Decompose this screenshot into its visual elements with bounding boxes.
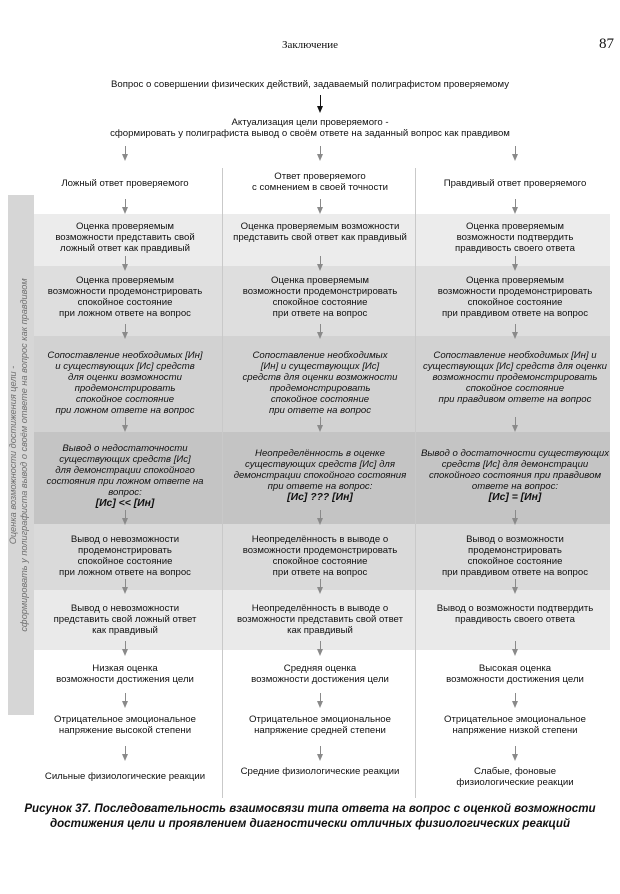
- arrow-col-3-10-stem: [515, 746, 516, 754]
- col-1-r4-line: Вывод о недостаточности: [62, 443, 188, 454]
- col-3-r7-box: [419, 663, 611, 685]
- col-2-r1-line: Оценка проверяемым возможности: [240, 221, 400, 232]
- col-3-r8-line: напряжение низкой степени: [452, 725, 578, 736]
- arrow-col-2-2-stem: [320, 199, 321, 207]
- page-number: 87: [599, 36, 614, 52]
- col-3-r9-line: Слабые, фоновые: [473, 766, 557, 777]
- col-3-r2-line: при правдивом ответе на вопрос: [441, 308, 589, 319]
- col-2-r5-box: [224, 534, 416, 578]
- col-1-r3-box: [29, 350, 221, 416]
- col-2-r3-line: Сопоставление необходимых: [252, 350, 388, 361]
- col-1-r4-line: для демонстрации спокойного: [55, 465, 195, 476]
- col-3-r8-line: Отрицательное эмоциональное: [444, 714, 586, 725]
- col-2-r3-line: при ответе на вопрос: [268, 405, 372, 416]
- col-3-r3-box: [419, 350, 611, 405]
- col-2-r3-line: средств для оценки возможности: [242, 372, 398, 383]
- caption-line-1: Рисунок 37. Последовательность взаимосвязи типа ответа на вопрос с оценкой возможности: [24, 802, 596, 815]
- arrow-col-2-4-stem: [320, 324, 321, 332]
- arrow-col-1-4-stem: [125, 324, 126, 332]
- col-2-r4-box: [224, 448, 416, 503]
- chapter-title: Заключение: [281, 39, 339, 51]
- col-1-r1-line: ложный ответ как правдивый: [60, 243, 190, 254]
- col-3-r5-box: [419, 534, 611, 578]
- col-2-r5-line: при ответе на вопрос: [272, 567, 368, 578]
- col-3-r9-line: физиологические реакции: [456, 777, 574, 788]
- col-2-r3-line: спокойное состояние: [270, 394, 370, 405]
- col-3-r3-line: при правдивом ответе на вопрос: [438, 394, 592, 405]
- col-3-r1-line: Оценка проверяемым: [466, 221, 564, 232]
- arrow-col-3-9-stem: [515, 693, 516, 701]
- col-3-r4-line: Вывод о достаточности существующих: [420, 448, 610, 459]
- question-text: Вопрос о совершении физических действий, задаваемый полиграфистом проверяемому: [110, 79, 510, 90]
- col-1-r9-line: Сильные физиологические реакции: [44, 771, 206, 782]
- arrow-col-1-9-head: [122, 701, 128, 708]
- col-3-r3-line: спокойное состояние: [465, 383, 565, 394]
- arrow-col-1-1-head: [122, 154, 128, 161]
- col-1-r6-line: Вывод о невозможности: [70, 603, 180, 614]
- col-2-r8-box: [224, 714, 416, 736]
- arrow-col-2-9-head: [317, 701, 323, 708]
- arrow-col-2-7-stem: [320, 579, 321, 587]
- col-2-formula: [Ис] ??? [Ин]: [287, 492, 353, 503]
- col-1-r2-box: [29, 275, 221, 319]
- arrow-col-3-1-head: [512, 154, 518, 161]
- arrow-col-3-4-head: [512, 332, 518, 339]
- sidebar-line-2: сформировать у полиграфиста вывод о своём ответе на вопрос как правдивом: [19, 278, 29, 632]
- col-3-r6-line: Вывод о возможности подтвердить: [436, 603, 594, 614]
- goal-line-2: сформировать у полиграфиста вывод о своём ответе на заданный вопрос как правдивом: [110, 128, 510, 139]
- col-3-r5-line: при правдивом ответе на вопрос: [441, 567, 589, 578]
- col-2-r8-line: напряжение средней степени: [254, 725, 386, 736]
- col-2-head-line: с сомнением в своей точности: [251, 182, 389, 193]
- col-2-r1-box: [224, 221, 416, 243]
- col-1-r5-line: продемонстрировать: [78, 545, 172, 556]
- col-2-r4-line: существующих средств [Ис] для: [245, 459, 395, 470]
- col-3-r7-line: Высокая оценка: [478, 663, 552, 674]
- arrow-col-3-8-head: [512, 649, 518, 656]
- arrow-col-1-5-stem: [125, 417, 126, 425]
- arrow-col-3-6-head: [512, 518, 518, 525]
- col-1-formula: [Ис] << [Ин]: [95, 498, 155, 509]
- col-2-r4-line: при ответе на вопрос:: [267, 481, 373, 492]
- arrow-top-head: [317, 106, 323, 113]
- arrow-col-1-7-stem: [125, 579, 126, 587]
- col-1-r3-line: и существующих [Ис] средств: [55, 361, 195, 372]
- col-2-r6-line: Неопределённость в выводе о: [251, 603, 389, 614]
- col-2-r2-line: возможности продемонстрировать: [242, 286, 398, 297]
- col-3-r5-line: спокойное состояние: [467, 556, 563, 567]
- col-1-r8-box: [29, 714, 221, 736]
- col-3-r2-line: Оценка проверяемым: [466, 275, 564, 286]
- col-1-r7-line: Низкая оценка: [92, 663, 158, 674]
- col-1-r2-line: Оценка проверяемым: [76, 275, 174, 286]
- col-3-r4-line: спокойного состояния при правдивом: [428, 470, 602, 481]
- col-1-r2-line: спокойное состояние: [77, 297, 173, 308]
- col-2-r7-line: Средняя оценка: [283, 663, 357, 674]
- arrow-col-3-8-stem: [515, 641, 516, 649]
- col-3-r8-box: [419, 714, 611, 736]
- arrow-col-1-2-stem: [125, 199, 126, 207]
- col-2-r9-box: [224, 766, 416, 777]
- col-1-r1-line: возможности представить свой: [55, 232, 195, 243]
- arrow-col-2-6-stem: [320, 510, 321, 518]
- arrow-col-2-1-head: [317, 154, 323, 161]
- col-2-r1-line: представить свой ответ как правдивый: [233, 232, 407, 243]
- col-1-r9-box: [29, 771, 221, 782]
- arrow-col-2-5-stem: [320, 417, 321, 425]
- col-3-head-line: Правдивый ответ проверяемого: [443, 178, 587, 189]
- arrow-col-2-3-stem: [320, 256, 321, 264]
- col-2-r5-line: спокойное состояние: [272, 556, 368, 567]
- arrow-col-2-3-head: [317, 264, 323, 271]
- arrow-col-1-7-head: [122, 587, 128, 594]
- col-1-r6-box: [29, 603, 221, 636]
- col-2-r2-line: при ответе на вопрос: [272, 308, 368, 319]
- sidebar-line-1: Оценка возможности достижения цели -: [8, 365, 18, 545]
- col-3-r1-box: [419, 221, 611, 254]
- col-1-r6-line: как правдивый: [92, 625, 158, 636]
- col-3-r4-box: [419, 448, 611, 503]
- col-2-head-line: Ответ проверяемого: [274, 171, 366, 182]
- col-1-r4-box: [29, 443, 221, 509]
- arrow-col-2-8-head: [317, 649, 323, 656]
- col-1-head-line: Ложный ответ проверяемого: [61, 178, 189, 189]
- col-1-r6-line: представить свой ложный ответ: [53, 614, 197, 625]
- col-1-r1-line: Оценка проверяемым: [76, 221, 174, 232]
- arrow-col-3-3-head: [512, 264, 518, 271]
- col-2-r6-line: как правдивый: [287, 625, 353, 636]
- col-2-r3-box: [224, 350, 416, 416]
- col-3-r9-box: [419, 766, 611, 788]
- col-1-r3-line: при ложном ответе на вопрос: [55, 405, 195, 416]
- arrow-col-3-9-head: [512, 701, 518, 708]
- col-2-r6-box: [224, 603, 416, 636]
- col-2-r3-line: продемонстрировать: [269, 383, 371, 394]
- col-1-r3-line: продемонстрировать: [74, 383, 176, 394]
- col-3-r2-line: спокойное состояние: [467, 297, 563, 308]
- col-2-r4-line: Неопределённость в оценке: [255, 448, 385, 459]
- col-1-r4-line: вопрос:: [108, 487, 142, 498]
- goal-text: [0, 117, 620, 139]
- col-3-r5-line: продемонстрировать: [468, 545, 562, 556]
- col-1-r8-line: напряжение высокой степени: [58, 725, 192, 736]
- col-3-r7-line: возможности достижения цели: [446, 674, 584, 685]
- arrow-col-3-4-stem: [515, 324, 516, 332]
- col-3-r2-box: [419, 275, 611, 319]
- col-1-r5-line: спокойное состояние: [77, 556, 173, 567]
- arrow-col-2-10-stem: [320, 746, 321, 754]
- col-2-r2-box: [224, 275, 416, 319]
- caption-line-2: достижения цели и проявлением диагностически отличных физиологических реакций: [49, 817, 571, 830]
- column-separator-1: [222, 168, 223, 798]
- col-2-r5-line: возможности продемонстрировать: [242, 545, 398, 556]
- col-1-r5-line: при ложном ответе на вопрос: [59, 567, 191, 578]
- arrow-col-3-1-stem: [515, 146, 516, 154]
- arrow-col-2-1-stem: [320, 146, 321, 154]
- arrow-col-3-7-head: [512, 587, 518, 594]
- col-1-r1-box: [29, 221, 221, 254]
- col-1-r5-box: [29, 534, 221, 578]
- arrow-col-2-2-head: [317, 207, 323, 214]
- col-1-r3-line: Сопоставление необходимых [Ин]: [47, 350, 203, 361]
- col-3-r2-line: возможности продемонстрировать: [437, 286, 593, 297]
- col-2-r9-line: Средние физиологические реакции: [240, 766, 400, 777]
- col-3-r6-line: правдивость своего ответа: [455, 614, 575, 625]
- col-3-r3-line: Сопоставление необходимых [Ин] и: [433, 350, 597, 361]
- col-1-r2-line: возможности продемонстрировать: [47, 286, 203, 297]
- col-3-r3-line: возможности продемонстрировать: [432, 372, 598, 383]
- arrow-col-1-10-stem: [125, 746, 126, 754]
- arrow-col-1-6-stem: [125, 510, 126, 518]
- arrow-col-2-9-stem: [320, 693, 321, 701]
- col-1-r2-line: при ложном ответе на вопрос: [59, 308, 191, 319]
- arrow-col-1-3-head: [122, 264, 128, 271]
- arrow-col-3-5-head: [512, 425, 518, 432]
- col-3-r4-line: ответе на вопрос:: [471, 481, 559, 492]
- arrow-col-1-4-head: [122, 332, 128, 339]
- col-3-r6-box: [419, 603, 611, 625]
- col-3-r1-line: правдивость своего ответа: [455, 243, 575, 254]
- col-1-r3-line: спокойное состояние: [75, 394, 175, 405]
- arrow-col-3-7-stem: [515, 579, 516, 587]
- arrow-col-2-7-head: [317, 587, 323, 594]
- col-3-r3-line: существующих [Ис] средств для оценки: [423, 361, 607, 372]
- arrow-col-3-2-head: [512, 207, 518, 214]
- col-1-r7-box: [29, 663, 221, 685]
- col-2-r2-line: спокойное состояние: [272, 297, 368, 308]
- col-3-r5-line: Вывод о возможности: [466, 534, 564, 545]
- arrow-col-3-5-stem: [515, 417, 516, 425]
- col-1-r3-line: для оценки возможности: [68, 372, 182, 383]
- col-3-formula: [Ис] = [Ин]: [488, 492, 542, 503]
- col-3-head-box: [419, 178, 611, 189]
- arrow-col-1-9-stem: [125, 693, 126, 701]
- arrow-col-1-5-head: [122, 425, 128, 432]
- col-3-r1-line: возможности подтвердить: [456, 232, 574, 243]
- col-2-r6-line: возможности представить свой ответ: [237, 614, 403, 625]
- arrow-col-2-8-stem: [320, 641, 321, 649]
- col-1-r5-line: Вывод о невозможности: [70, 534, 180, 545]
- col-2-r7-box: [224, 663, 416, 685]
- arrow-col-1-2-head: [122, 207, 128, 214]
- arrow-col-2-6-head: [317, 518, 323, 525]
- arrow-col-1-8-head: [122, 649, 128, 656]
- arrow-col-3-2-stem: [515, 199, 516, 207]
- goal-line-1: Актуализация цели проверяемого -: [231, 117, 389, 128]
- col-2-r2-line: Оценка проверяемым: [271, 275, 369, 286]
- col-1-r4-line: состояния при ложном ответе на: [46, 476, 204, 487]
- col-2-head-box: [224, 171, 416, 193]
- col-1-r8-line: Отрицательное эмоциональное: [54, 714, 196, 725]
- arrow-col-3-6-stem: [515, 510, 516, 518]
- arrow-col-3-3-stem: [515, 256, 516, 264]
- col-2-r5-line: Неопределённость в выводе о: [251, 534, 389, 545]
- col-3-r4-line: средств [Ис] для демонстрации: [441, 459, 589, 470]
- col-1-r4-line: существующих средств [Ис]: [59, 454, 191, 465]
- col-2-r8-line: Отрицательное эмоциональное: [249, 714, 391, 725]
- arrow-col-1-8-stem: [125, 641, 126, 649]
- arrow-col-3-10-head: [512, 754, 518, 761]
- arrow-col-2-4-head: [317, 332, 323, 339]
- arrow-col-1-3-stem: [125, 256, 126, 264]
- col-1-r7-line: возможности достижения цели: [56, 674, 194, 685]
- arrow-col-1-6-head: [122, 518, 128, 525]
- col-1-head-box: [29, 178, 221, 189]
- col-2-r3-line: [Ин] и существующих [Ис]: [260, 361, 380, 372]
- figure-caption: [0, 801, 620, 831]
- col-2-r4-line: демонстрации спокойного состояния: [233, 470, 407, 481]
- arrow-col-1-1-stem: [125, 146, 126, 154]
- arrow-col-2-10-head: [317, 754, 323, 761]
- arrow-col-2-5-head: [317, 425, 323, 432]
- col-2-r7-line: возможности достижения цели: [251, 674, 389, 685]
- arrow-col-1-10-head: [122, 754, 128, 761]
- arrow-top-stem: [320, 95, 321, 106]
